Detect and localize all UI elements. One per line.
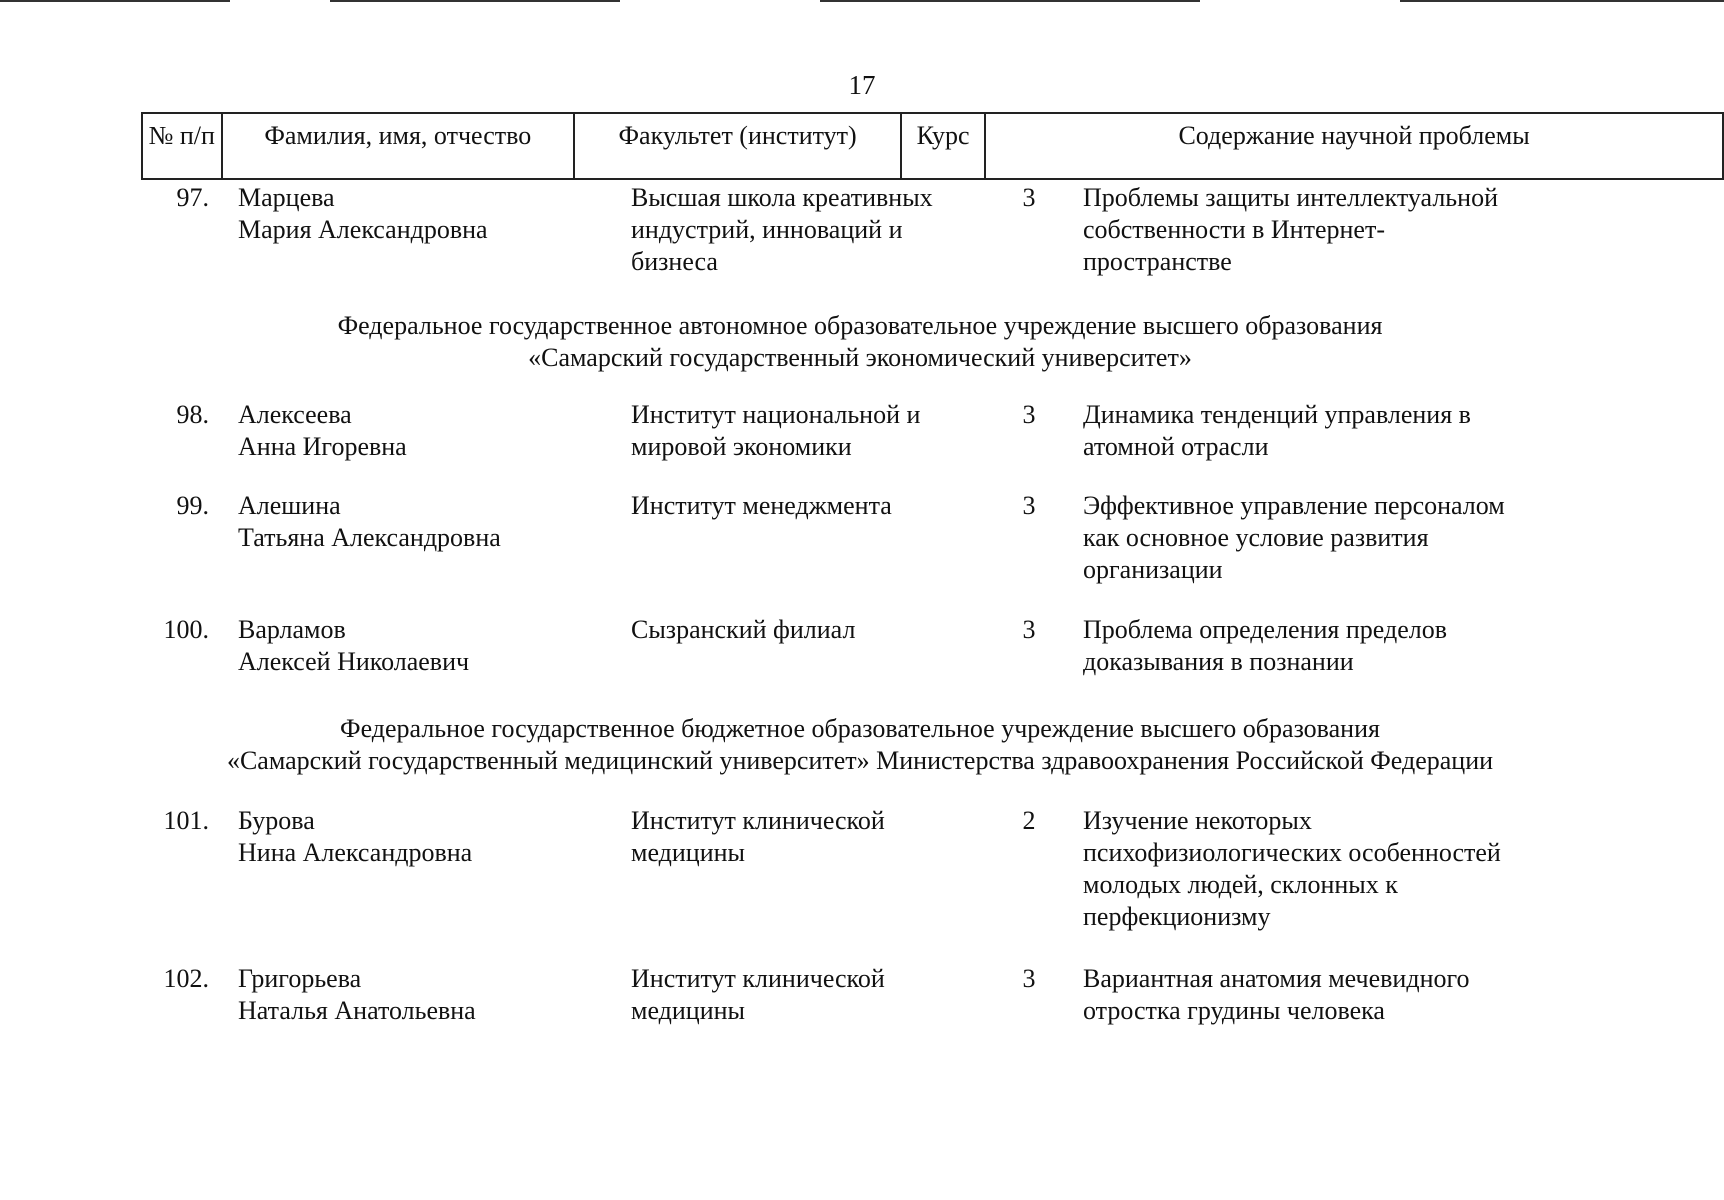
research-topic: Вариантная анатомия мечевидного отростка грудины человека [1083,964,1470,1025]
scan-edge-line [330,0,620,2]
faculty: Институт менеджмента [631,491,892,520]
research-topic: Проблемы защиты интеллектуальной собственности в Интернет- пространстве [1083,183,1498,276]
header-faculty: Факультет (институт) [574,113,901,179]
student-name: Бурова Нина Александровна [238,806,473,867]
scan-edge-line [0,0,230,2]
row-number: 100. [163,615,209,644]
course: 2 [1022,806,1036,835]
page-number: 17 [848,70,876,100]
course: 3 [1022,400,1036,429]
course: 3 [1022,615,1036,644]
header-course: Курс [901,113,985,179]
row-number: 102. [163,964,209,993]
org-heading-2: Федеральное государственное бюджетное образовательное учреждение высшего образования «Самарский государственный медицинский университет» Министерства здравоохранения Российской Федерации [226,714,1494,775]
row-number: 97. [176,183,209,212]
org-heading-1: Федеральное государственное автономное образовательное учреждение высшего образования «Самарский государственный экономический университет» [337,311,1383,372]
faculty: Институт национальной и мировой экономики [631,400,921,461]
row-number: 99. [176,491,209,520]
scan-edge-line [820,0,1200,2]
header-topic: Содержание научной проблемы [985,113,1723,179]
student-name: Марцева Мария Александровна [238,183,488,244]
course: 3 [1022,491,1036,520]
header-name: Фамилия, имя, отчество [222,113,575,179]
faculty: Высшая школа креативных индустрий, инноваций и бизнеса [631,183,933,276]
student-name: Алексеева Анна Игоревна [238,400,407,461]
student-name: Алешина Татьяна Александровна [238,491,501,552]
research-topic: Эффективное управление персоналом как основное условие развития организации [1083,491,1505,584]
research-topic: Динамика тенденций управления в атомной отрасли [1083,400,1471,461]
research-topic: Проблема определения пределов доказывания в познании [1083,615,1447,676]
scan-edge-line [1400,0,1724,2]
course: 3 [1022,183,1036,212]
student-name: Варламов Алексей Николаевич [238,615,470,676]
row-number: 98. [176,400,209,429]
student-name: Григорьева Наталья Анатольевна [238,964,476,1025]
header-num: № п/п [142,113,222,179]
research-topic: Изучение некоторых психофизиологических особенностей молодых людей, склонных к перфекционизму [1083,806,1501,931]
faculty: Институт клинической медицины [631,964,885,1025]
faculty: Сызранский филиал [631,615,856,644]
faculty: Институт клинической медицины [631,806,885,867]
course: 3 [1022,964,1036,993]
row-number: 101. [163,806,209,835]
table-header [141,112,1724,180]
